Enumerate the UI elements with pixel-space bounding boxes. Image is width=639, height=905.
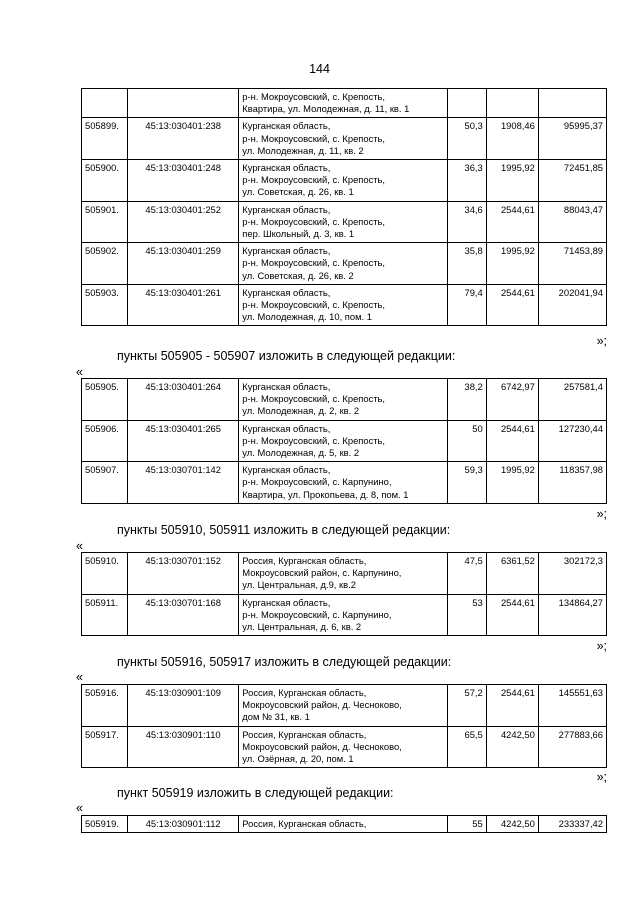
address-line: Курганская область, — [242, 286, 331, 298]
address-line: Курганская область, — [242, 596, 331, 608]
table-row — [82, 379, 607, 421]
cadastral-number-cell: 45:13:030401:252 — [128, 201, 239, 243]
price-per-sqm-cell: 1995,92 — [486, 462, 538, 504]
address-line: р-н. Мокроусовский, с. Крепость, — [242, 174, 386, 186]
area-cell: 55 — [447, 816, 486, 833]
cadastral-number-cell: 45:13:030701:168 — [128, 594, 239, 636]
page-number: 144 — [309, 62, 330, 76]
item-number-cell: 505917. — [82, 726, 128, 768]
cadastral-number-cell: 45:13:030401:264 — [128, 379, 239, 421]
address-line: ул. Молодежная, д. 2, кв. 2 — [242, 405, 360, 417]
area-cell: 36,3 — [447, 160, 486, 202]
address-cell — [239, 726, 447, 768]
address-line: Курганская область, — [242, 422, 331, 434]
cadastral-value-cell: 145551,63 — [538, 685, 606, 727]
address-line: Россия, Курганская область, — [242, 818, 367, 829]
address-cell — [239, 462, 447, 504]
property-table-1 — [81, 88, 607, 326]
price-per-sqm-cell: 6361,52 — [486, 553, 538, 595]
address-cell — [239, 553, 447, 595]
address-line: р-н. Мокроусовский, с. Крепость, — [242, 257, 386, 269]
address-cell — [239, 160, 447, 202]
address-line: ул. Молодежная, д. 11, кв. 2 — [242, 144, 364, 156]
table-row — [82, 420, 607, 462]
price-per-sqm-cell: 6742,97 — [486, 379, 538, 421]
cadastral-value-cell: 302172,3 — [538, 553, 606, 595]
price-per-sqm-cell: 2544,61 — [486, 284, 538, 326]
price-per-sqm-cell: 2544,61 — [486, 201, 538, 243]
price-per-sqm-cell: 4242,50 — [486, 816, 538, 833]
closing-quote: »; — [596, 639, 607, 653]
price-per-sqm-cell: 4242,50 — [486, 726, 538, 768]
area-cell: 57,2 — [447, 685, 486, 727]
item-number-cell: 505902. — [82, 243, 128, 285]
address-line: Россия, Курганская область, — [242, 728, 367, 740]
opening-quote: « — [76, 670, 83, 684]
cadastral-value-cell: 118357,98 — [538, 462, 606, 504]
address-cell — [239, 379, 447, 421]
address-line: Курганская область, — [242, 464, 331, 476]
item-number-cell: 505919. — [82, 816, 128, 833]
cadastral-number-cell: 45:13:030701:152 — [128, 553, 239, 595]
item-number-cell: 505916. — [82, 685, 128, 727]
cadastral-number-cell: 45:13:030401:261 — [128, 284, 239, 326]
cadastral-number-cell: 45:13:030401:265 — [128, 420, 239, 462]
table-row — [82, 201, 607, 243]
address-line: Мокроусовский район, с. Карпунино, — [242, 567, 402, 579]
table-row — [82, 594, 607, 636]
address-cell — [239, 243, 447, 285]
address-line: Курганская область, — [242, 162, 331, 174]
item-number-cell — [82, 89, 128, 118]
address-cell — [239, 816, 447, 833]
price-per-sqm-cell: 1995,92 — [486, 160, 538, 202]
cadastral-value-cell: 277883,66 — [538, 726, 606, 768]
cadastral-value-cell: 88043,47 — [538, 201, 606, 243]
address-line: Квартира, ул. Прокопьева, д. 8, пом. 1 — [242, 488, 409, 500]
area-cell: 47,5 — [447, 553, 486, 595]
address-cell — [239, 201, 447, 243]
address-line: Курганская область, — [242, 381, 331, 392]
address-line: Курганская область, — [242, 203, 331, 215]
cadastral-value-cell: 134864,27 — [538, 594, 606, 636]
address-line: пер. Школьный, д. 3, кв. 1 — [242, 228, 355, 240]
area-cell — [447, 89, 486, 118]
area-cell: 79,4 — [447, 284, 486, 326]
address-line: р-н. Мокроусовский, с. Крепость, — [242, 434, 386, 446]
cadastral-value-cell: 95995,37 — [538, 118, 606, 160]
address-cell — [239, 284, 447, 326]
address-line: ул. Озёрная, д. 20, пом. 1 — [242, 753, 354, 765]
price-per-sqm-cell — [486, 89, 538, 118]
property-table-3 — [81, 552, 607, 636]
address-line: р-н. Мокроусовский, с. Крепость, — [242, 91, 386, 102]
table-row — [82, 243, 607, 285]
opening-quote: « — [76, 539, 83, 553]
item-number-cell: 505901. — [82, 201, 128, 243]
amendment-instruction-2: пункты 505910, 505911 изложить в следующей редакции: — [117, 523, 451, 537]
table-row — [82, 118, 607, 160]
address-line: Россия, Курганская область, — [242, 555, 367, 566]
price-per-sqm-cell: 1995,92 — [486, 243, 538, 285]
address-cell — [239, 685, 447, 727]
cadastral-value-cell: 257581,4 — [538, 379, 606, 421]
address-cell — [239, 420, 447, 462]
item-number-cell: 505911. — [82, 594, 128, 636]
table-row — [82, 89, 607, 118]
opening-quote: « — [76, 365, 83, 379]
table-row — [82, 462, 607, 504]
address-cell — [239, 89, 447, 118]
property-table-2 — [81, 378, 607, 504]
property-table-5 — [81, 815, 607, 833]
area-cell: 65,5 — [447, 726, 486, 768]
area-cell: 50,3 — [447, 118, 486, 160]
price-per-sqm-cell: 2544,61 — [486, 685, 538, 727]
cadastral-number-cell: 45:13:030401:238 — [128, 118, 239, 160]
cadastral-number-cell: 45:13:030901:109 — [128, 685, 239, 727]
address-line: Россия, Курганская область, — [242, 687, 367, 698]
address-line: ул. Молодежная, д. 5, кв. 2 — [242, 447, 360, 459]
address-line: ул. Советская, д. 26, кв. 1 — [242, 186, 354, 198]
item-number-cell: 505900. — [82, 160, 128, 202]
item-number-cell: 505899. — [82, 118, 128, 160]
amendment-instruction-1: пункты 505905 - 505907 изложить в следующей редакции: — [117, 349, 456, 363]
cadastral-number-cell: 45:13:030401:259 — [128, 243, 239, 285]
address-line: Квартира, ул. Молодежная, д. 11, кв. 1 — [242, 103, 410, 115]
area-cell: 50 — [447, 420, 486, 462]
item-number-cell: 505903. — [82, 284, 128, 326]
price-per-sqm-cell: 2544,61 — [486, 594, 538, 636]
price-per-sqm-cell: 2544,61 — [486, 420, 538, 462]
cadastral-number-cell — [128, 89, 239, 118]
table-row — [82, 685, 607, 727]
address-line: р-н. Мокроусовский, с. Карпунино, — [242, 476, 392, 488]
address-line: р-н. Мокроусовский, с. Крепость, — [242, 299, 386, 311]
cadastral-value-cell: 233337,42 — [538, 816, 606, 833]
address-line: р-н. Мокроусовский, с. Крепость, — [242, 393, 386, 405]
item-number-cell: 505906. — [82, 420, 128, 462]
closing-quote: »; — [596, 770, 607, 784]
table-row — [82, 284, 607, 326]
cadastral-number-cell: 45:13:030701:142 — [128, 462, 239, 504]
address-cell — [239, 118, 447, 160]
address-line: Курганская область, — [242, 120, 331, 132]
address-line: ул. Молодежная, д. 10, пом. 1 — [242, 311, 372, 323]
table-row — [82, 160, 607, 202]
area-cell: 59,3 — [447, 462, 486, 504]
table-row — [82, 816, 607, 833]
address-line: Мокроусовский район, д. Чесноково, — [242, 740, 402, 752]
area-cell: 34,6 — [447, 201, 486, 243]
address-line: ул. Центральная, д. 6, кв. 2 — [242, 621, 362, 633]
amendment-instruction-4: пункт 505919 изложить в следующей редакции: — [117, 786, 394, 800]
table-row — [82, 553, 607, 595]
address-line: дом № 31, кв. 1 — [242, 711, 310, 723]
address-line: Курганская область, — [242, 245, 331, 257]
cadastral-number-cell: 45:13:030901:112 — [128, 816, 239, 833]
address-line: ул. Центральная, д.9, кв.2 — [242, 579, 356, 591]
item-number-cell: 505907. — [82, 462, 128, 504]
cadastral-value-cell: 202041,94 — [538, 284, 606, 326]
cadastral-number-cell: 45:13:030901:110 — [128, 726, 239, 768]
price-per-sqm-cell: 1908,46 — [486, 118, 538, 160]
cadastral-value-cell — [538, 89, 606, 118]
area-cell: 35,8 — [447, 243, 486, 285]
closing-quote: »; — [596, 334, 607, 348]
cadastral-value-cell: 71453,89 — [538, 243, 606, 285]
item-number-cell: 505905. — [82, 379, 128, 421]
cadastral-value-cell: 127230,44 — [538, 420, 606, 462]
address-line: р-н. Мокроусовский, с. Карпунино, — [242, 608, 392, 620]
cadastral-value-cell: 72451,85 — [538, 160, 606, 202]
table-row — [82, 726, 607, 768]
opening-quote: « — [76, 801, 83, 815]
address-line: ул. Советская, д. 26, кв. 2 — [242, 269, 354, 281]
property-table-4 — [81, 684, 607, 768]
address-line: Мокроусовский район, д. Чесноково, — [242, 699, 402, 711]
item-number-cell: 505910. — [82, 553, 128, 595]
address-line: р-н. Мокроусовский, с. Крепость, — [242, 132, 386, 144]
cadastral-number-cell: 45:13:030401:248 — [128, 160, 239, 202]
area-cell: 53 — [447, 594, 486, 636]
address-line: р-н. Мокроусовский, с. Крепость, — [242, 215, 386, 227]
address-cell — [239, 594, 447, 636]
amendment-instruction-3: пункты 505916, 505917 изложить в следующей редакции: — [117, 655, 452, 669]
area-cell: 38,2 — [447, 379, 486, 421]
closing-quote: »; — [596, 507, 607, 521]
